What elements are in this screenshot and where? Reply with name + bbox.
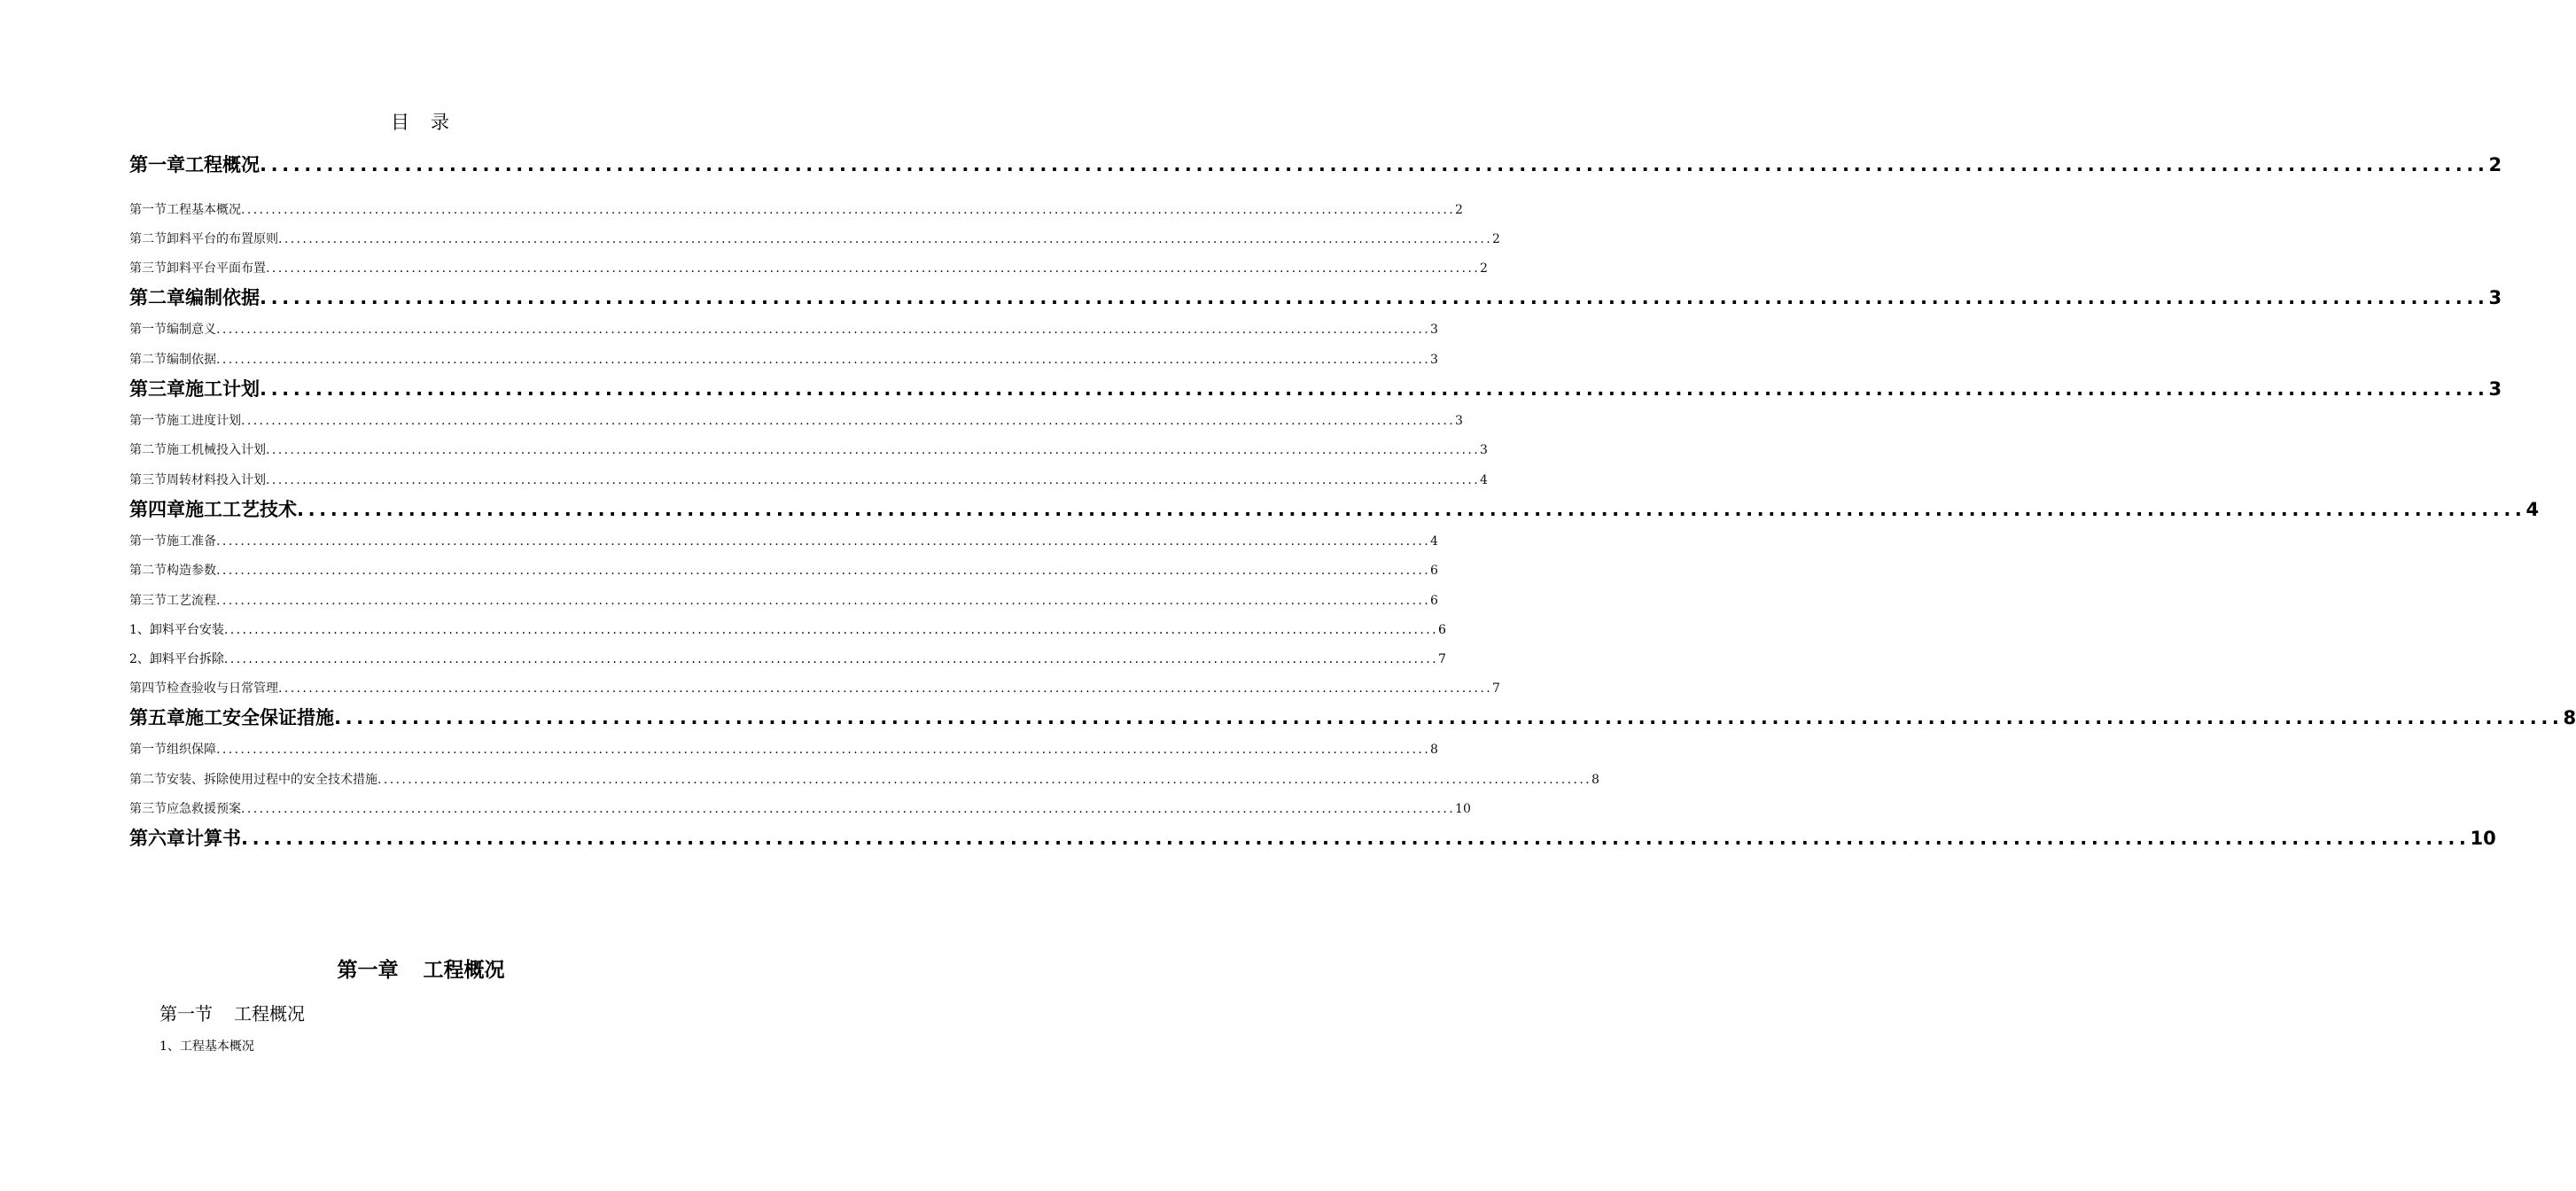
toc-entry-page-number: 8 [1592, 773, 1599, 787]
toc-entry-leader: ........................................................................................................................................................................................................ [216, 594, 1431, 608]
toc-entry-leader: ........................................................................................................................................................................................................ [223, 652, 1438, 666]
toc-entry-number: 第一节 [129, 414, 167, 428]
toc-entry-chapter[interactable] [129, 375, 2502, 401]
toc-entry-title: 编制依据 [167, 353, 216, 367]
toc-entry-number: 第二节 [129, 232, 167, 246]
toc-entry-page-number: 3 [1480, 443, 1488, 457]
toc-entry-title: 检查验收与日常管理 [167, 681, 278, 696]
toc-title-right: 录 [431, 112, 451, 133]
toc-entry-chapter[interactable] [129, 495, 2540, 522]
toc-entry-title: 施工工艺技术 [185, 499, 297, 520]
chapter-heading [0, 954, 842, 983]
toc-entry-leader: ........................................................................................................................................................................................................ [216, 743, 1431, 757]
toc-entry-number: 第二节 [129, 353, 167, 367]
toc-entry-number: 第六章 [129, 828, 185, 849]
toc-entry-section[interactable] [129, 200, 1463, 218]
toc-entry-number: 第四章 [129, 499, 185, 520]
toc-entry-page-number: 3 [1455, 414, 1463, 428]
toc-entry-page-number: 2 [2488, 154, 2502, 175]
toc-entry-section[interactable] [129, 230, 1500, 247]
toc-entry-title: 施工准备 [167, 534, 216, 549]
toc-entry-chapter[interactable] [129, 704, 2576, 730]
toc-entry-title: 卸料平台平面布置 [167, 261, 266, 276]
toc-title [0, 108, 842, 135]
toc-entry-page-number: 2 [1480, 261, 1488, 276]
toc-entry-number: 第三节 [129, 473, 167, 487]
toc-entry-page-number: 8 [2563, 707, 2576, 728]
toc-entry-title: 编制依据 [185, 287, 260, 308]
toc-entry-number: 第三节 [129, 261, 167, 276]
toc-entry-page-number: 3 [2488, 287, 2502, 308]
toc-entry-section[interactable] [129, 561, 1438, 579]
toc-entry-title: 2、卸料平台拆除 [129, 652, 224, 666]
toc-entry-page-number: 2 [1455, 203, 1463, 217]
toc-entry-sub[interactable] [129, 620, 1446, 638]
toc-entry-sub[interactable] [129, 650, 1446, 667]
toc-entry-leader: ........................................................................................................................................................................................................ [260, 378, 2489, 400]
toc-entry-leader: ........................................................................................................................................................................................................ [241, 203, 1456, 217]
toc-entry-leader: ........................................................................................................................................................................................................ [216, 353, 1431, 367]
toc-entry-leader: ........................................................................................................................................................................................................ [216, 564, 1431, 578]
toc-entry-section[interactable] [129, 532, 1438, 549]
toc-entry-chapter[interactable] [129, 284, 2502, 310]
toc-entry-leader: ........................................................................................................................................................................................................ [266, 261, 1481, 276]
toc-entry-title: 工程基本概况 [167, 203, 241, 217]
toc-entry-title: 应急救援预案 [167, 802, 241, 816]
toc-entry-page-number: 3 [1430, 323, 1438, 337]
toc-entry-leader: ........................................................................................................................................................................................................ [266, 443, 1481, 457]
toc-entry-leader: ........................................................................................................................................................................................................ [260, 287, 2489, 308]
toc-entry-section[interactable] [129, 799, 1471, 817]
toc-entry-page-number: 6 [1430, 594, 1438, 608]
section-heading-number: 第一节 [160, 1003, 213, 1024]
toc-entry-section[interactable] [129, 350, 1438, 368]
toc-entry-title: 施工计划 [185, 378, 260, 400]
section-heading [160, 1000, 305, 1025]
toc-entry-title: 工艺流程 [167, 594, 216, 608]
toc-entry-section[interactable] [129, 591, 1438, 609]
toc-entry-section[interactable] [129, 471, 1488, 488]
toc-entry-title: 构造参数 [167, 564, 216, 578]
toc-entry-number: 第一节 [129, 203, 167, 217]
toc-entry-number: 第二节 [129, 443, 167, 457]
toc-entry-number: 第二节 [129, 773, 167, 787]
toc-entry-page-number: 3 [2488, 378, 2502, 400]
toc-entry-section[interactable] [129, 411, 1463, 429]
toc-entry-page-number: 4 [2525, 499, 2540, 520]
toc-entry-section[interactable] [129, 440, 1488, 458]
toc-entry-number: 第三章 [129, 378, 185, 400]
toc-entry-leader: ........................................................................................................................................................................................................ [241, 414, 1456, 428]
toc-entry-title: 周转材料投入计划 [167, 473, 266, 487]
toc-entry-page-number: 7 [1492, 681, 1500, 696]
toc-entry-title: 安装、拆除使用过程中的安全技术措施 [167, 773, 377, 787]
toc-entry-chapter[interactable] [129, 151, 2502, 177]
toc-entry-leader: ........................................................................................................................................................................................................ [266, 473, 1481, 487]
toc-entry-leader: ........................................................................................................................................................................................................ [260, 154, 2489, 175]
toc-entry-number: 第二章 [129, 287, 185, 308]
toc-entry-number: 第三节 [129, 594, 167, 608]
toc-entry-number: 第一节 [129, 743, 167, 757]
toc-entry-section[interactable] [129, 320, 1438, 338]
toc-entry-leader: ........................................................................................................................................................................................................ [216, 534, 1431, 549]
toc-entry-title: 1、卸料平台安装 [129, 623, 224, 637]
toc-entry-section[interactable] [129, 679, 1500, 697]
toc-entry-title: 编制意义 [167, 323, 216, 337]
toc-title-left: 目 [391, 112, 411, 133]
toc-entry-leader: ........................................................................................................................................................................................................ [278, 232, 1493, 246]
toc-entry-page-number: 8 [1430, 743, 1438, 757]
toc-entry-leader: ........................................................................................................................................................................................................ [278, 681, 1493, 696]
toc-entry-number: 第四节 [129, 681, 167, 696]
toc-entry-leader: ........................................................................................................................................................................................................ [223, 623, 1438, 637]
toc-entry-page-number: 3 [1430, 353, 1438, 367]
toc-entry-leader: ........................................................................................................................................................................................................ [241, 802, 1456, 816]
toc-entry-number: 第一节 [129, 534, 167, 549]
toc-entry-title: 组织保障 [167, 743, 216, 757]
toc-entry-page-number: 2 [1492, 232, 1500, 246]
toc-entry-number: 第一节 [129, 323, 167, 337]
toc-entry-number: 第一章 [129, 154, 185, 175]
toc-entry-page-number: 6 [1430, 564, 1438, 578]
toc-entry-leader: ........................................................................................................................................................................................................ [216, 323, 1431, 337]
toc-entry-title: 施工进度计划 [167, 414, 241, 428]
toc-entry-leader: ........................................................................................................................................................................................................ [297, 499, 2526, 520]
toc-entry-page-number: 4 [1480, 473, 1488, 487]
toc-entry-section[interactable] [129, 740, 1438, 758]
toc-entry-title: 卸料平台的布置原则 [167, 232, 278, 246]
toc-entry-chapter[interactable] [129, 824, 2496, 851]
toc-entry-leader: ........................................................................................................................................................................................................ [241, 828, 2471, 849]
subsection-heading: 1、工程基本概况 [160, 1039, 254, 1054]
toc-entry-page-number: 4 [1430, 534, 1438, 549]
chapter-heading-title: 工程概况 [423, 959, 505, 982]
toc-entry-title: 施工机械投入计划 [167, 443, 266, 457]
chapter-heading-number: 第一章 [337, 959, 399, 982]
toc-entry-page-number: 7 [1437, 652, 1446, 666]
toc-entry-leader: ........................................................................................................................................................................................................ [377, 773, 1592, 787]
toc-entry-section[interactable] [129, 770, 1599, 788]
toc-entry-title: 计算书 [185, 828, 241, 849]
toc-entry-number: 第五章 [129, 707, 185, 728]
toc-entry-page-number: 6 [1437, 623, 1446, 637]
toc-entry-section[interactable] [129, 259, 1488, 276]
toc-entry-number: 第二节 [129, 564, 167, 578]
toc-entry-leader: ........................................................................................................................................................................................................ [334, 707, 2564, 728]
toc-entry-title: 施工安全保证措施 [185, 707, 334, 728]
section-heading-title: 工程概况 [234, 1003, 305, 1024]
toc-entry-page-number: 10 [1455, 802, 1471, 816]
toc-entry-number: 第三节 [129, 802, 167, 816]
toc-entry-page-number: 10 [2470, 828, 2496, 849]
toc-entry-title: 工程概况 [185, 154, 260, 175]
